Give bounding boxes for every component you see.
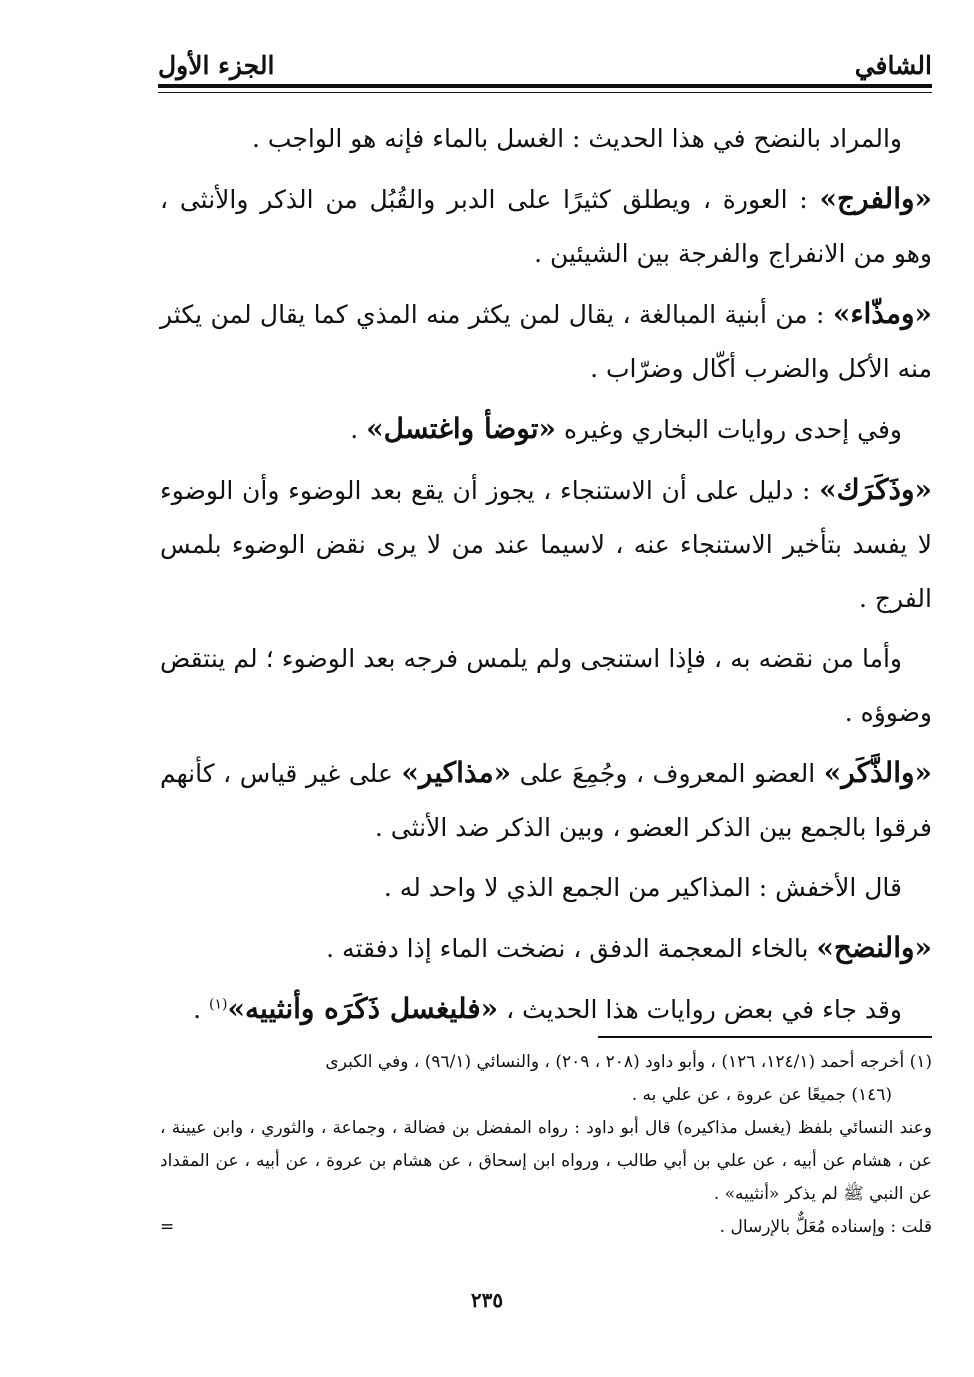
continuation-mark: = [160, 1217, 175, 1237]
defined-term: «ومذّاء» [832, 297, 932, 330]
footnote-last-line [160, 1211, 932, 1244]
defined-term: «توضأ واغتسل» [366, 412, 557, 445]
defined-term: «والذَّكَر» [823, 756, 932, 789]
defined-term: «وذَكَرَك» [819, 473, 932, 506]
defined-term: «مذاكير» [401, 756, 512, 789]
paragraph [160, 402, 932, 457]
paragraph [160, 632, 932, 740]
paragraph [160, 861, 932, 915]
footnote-ref: (١) [209, 996, 228, 1013]
footnote-line: (١) أخرجه أحمد (١٢٤/١، ١٢٦) ، وأبو داود (٢٠٨ ، ٢٠٩) ، والنسائي (٩٦/١) ، وفي الكبرى [325, 1052, 932, 1072]
paragraph-text: والمراد بالنضح في هذا الحديث : الغسل بالماء فإنه هو الواجب . [252, 124, 902, 153]
defined-term: «والفرج» [819, 182, 932, 215]
paragraph [160, 746, 932, 855]
paragraph [160, 112, 932, 166]
paragraph-text: على غير قياس ، كأنهم فرقوا بالجمع بين الذكر العضو ، وبين الذكر ضد الأنثى . [160, 759, 932, 842]
running-header [158, 40, 932, 80]
footnote-separator [598, 1036, 932, 1038]
paragraph [160, 982, 932, 1037]
page-number: ٢٣٥ [470, 1288, 504, 1312]
volume-label: الجزء الأول [158, 51, 275, 80]
paragraph-text: وفي إحدى روايات البخاري وغيره [556, 415, 902, 444]
paragraph [160, 287, 932, 396]
paragraph-text: . [193, 995, 210, 1024]
paragraph-text: وقد جاء في بعض روايات هذا الحديث ، [498, 995, 902, 1024]
paragraph-text: قال الأخفش : المذاكير من الجمع الذي لا واحد له . [383, 873, 902, 902]
main-text [160, 112, 932, 1043]
footnote-line: وعند النسائي بلفظ (يغسل مذاكيره) قال أبو داود : رواه المفضل بن فضالة ، وجماعة ، والثوري ، وابن عيينة ، عن ، هشام عن أبيه ، عن علي بن أبي طالب ، ورواه ابن إسحاق ، عن هشام بن عروة ، عن أبيه ، عن المقداد عن النبي ﷺ لم يذكر «أنثييه» . [160, 1118, 932, 1204]
header-rule-thin [158, 92, 932, 93]
footnote-list [160, 1046, 932, 1211]
paragraph-text: : دليل على أن الاستنجاء ، يجوز أن يقع بعد الوضوء وأن الوضوء لا يفسد بتأخير الاستنجاء عنه ، لاسيما عند من لا يرى نقض الوضوء بلمس الفرج . [160, 476, 932, 613]
header-rule-thick [158, 84, 932, 88]
paragraph-text: العضو المعروف ، وجُمِعَ على [511, 759, 824, 788]
footnote-last-text: قلت : وإسناده مُعَلٌّ بالإرسال . [719, 1217, 932, 1237]
book-title: الشافي [854, 51, 932, 80]
defined-term: «فليغسل ذَكَرَه وأنثييه» [227, 992, 499, 1025]
footnotes [160, 1046, 932, 1244]
defined-term: «والنضح» [816, 931, 932, 964]
paragraph-text: بالخاء المعجمة الدفق ، نضخت الماء إذا دفقته . [326, 934, 817, 963]
paragraph-text: وأما من نقضه به ، فإذا استنجى ولم يلمس فرجه بعد الوضوء ؛ لم ينتقض وضوؤه . [160, 644, 932, 727]
footnote-line: (١٤٦) جميعًا عن عروة ، عن علي به . [631, 1085, 892, 1105]
paragraph [160, 463, 932, 626]
paragraph-text: . [350, 415, 367, 444]
paragraph-text: : من أبنية المبالغة ، يقال لمن يكثر منه المذي كما يقال لمن يكثر منه الأكل والضرب أكّال وضرّاب . [160, 300, 932, 383]
paragraph [160, 921, 932, 976]
paragraph [160, 172, 932, 281]
paragraph-text: : العورة ، ويطلق كثيرًا على الدبر والقُبُل من الذكر والأنثى ، وهو من الانفراج والفرجة بين الشيئين . [160, 185, 932, 268]
